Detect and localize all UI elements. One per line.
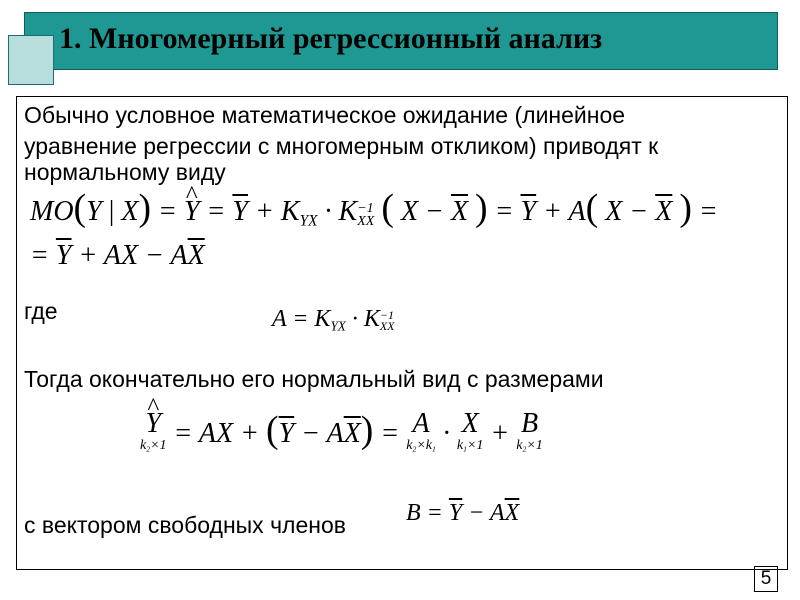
free-terms-text: с вектором свободных членов (24, 512, 346, 538)
intro-line-1: Обычно условное математическое ожидание (линейное (24, 102, 626, 128)
page-number: 5 (754, 566, 778, 592)
intro-line-2: уравнение регрессии с многомерным откликом) приводят к (24, 133, 659, 159)
formula-b-definition: $B = \overline{Y} - A\overline{X}$ (406, 500, 520, 526)
formula-conditional-expectation: MO(Y | X) = ^ $Y = \overline{Y} + K_{YX} \cdot K$ −1 XX ( $X - \overline{X}$ ) = $\overline{Y} + A$( $X - \overline{X}$ ) = (30, 186, 718, 230)
title-bar (24, 12, 778, 70)
intro-line-3: нормальному виду (24, 159, 226, 185)
formula-expectation-continued: = $\overline{Y}$ + AX − $A\overline{X}$ (30, 240, 205, 271)
where-label: где (24, 298, 58, 324)
corner-decoration (8, 35, 54, 85)
intro-paragraph (24, 100, 780, 185)
slide-title: 1. Многомерный регрессионный анализ (59, 22, 603, 55)
formula-normal-form: ^ Y $k_2\times 1$ = AX + $(\overline{Y} - A\overline{X})$ = A $k_2\times k_1$ · X $k_1\times 1$ + B $k_2\times 1$ (140, 408, 543, 454)
final-form-text: Тогда окончательно его нормальный вид с размерами (24, 366, 604, 392)
formula-a-definition: $A = K_{YX} \cdot K$ −1 XX (272, 306, 395, 334)
